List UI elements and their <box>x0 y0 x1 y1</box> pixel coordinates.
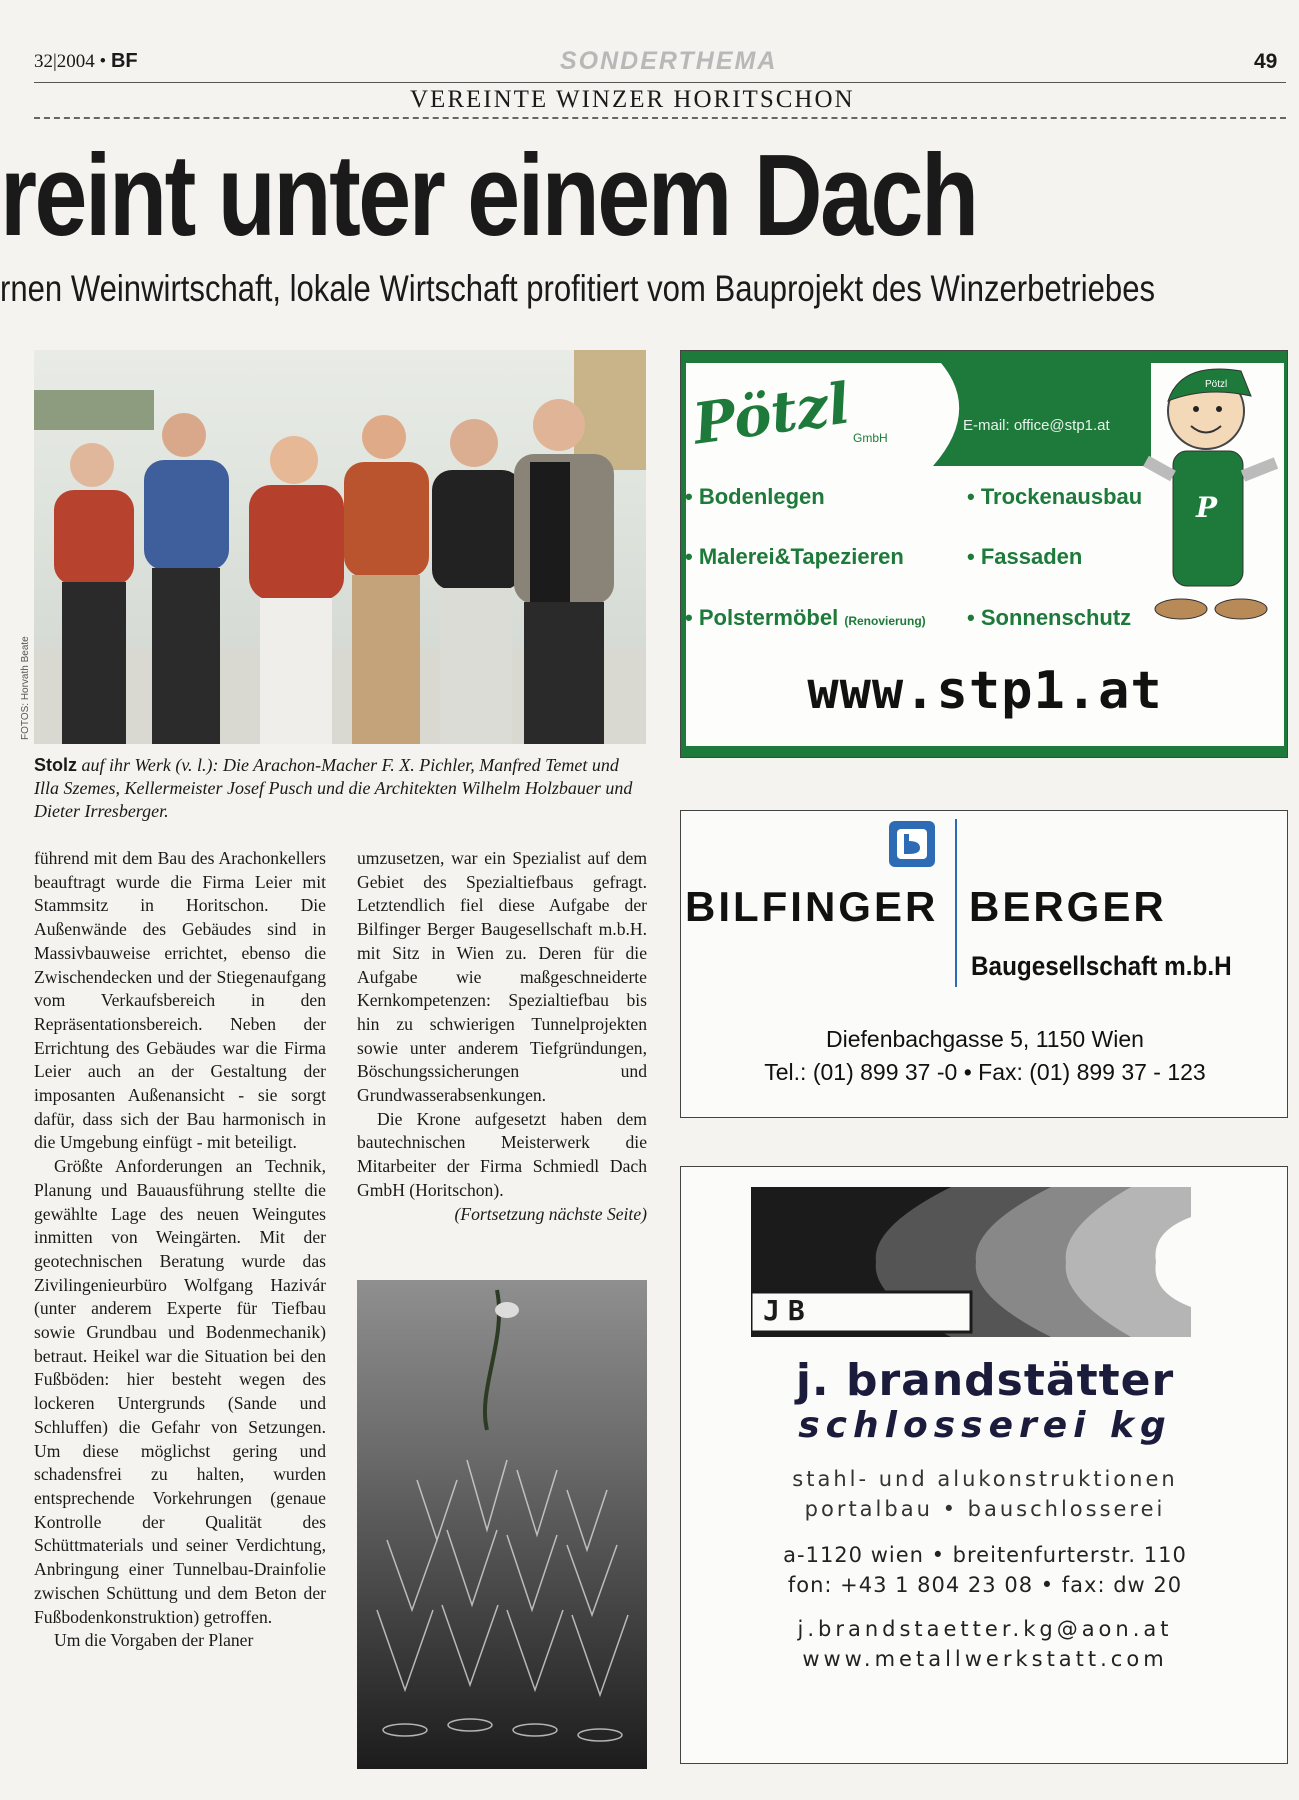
header-rule <box>34 82 1286 83</box>
services-line2: portalbau • bauschlosserei <box>804 1497 1166 1521</box>
service-item: • Bodenlegen <box>685 484 825 509</box>
article-column-1 <box>34 847 326 1653</box>
logo-letters: JB <box>763 1294 813 1327</box>
section-subtitle: VEREINTE WINZER HORITSCHON <box>410 86 855 113</box>
service-item: • Polstermöbel (Renovierung) <box>685 605 926 630</box>
mascot-letter: P <box>1196 491 1218 524</box>
ad-brandstaetter <box>680 1166 1288 1764</box>
brandstaetter-logo-icon <box>751 1187 1191 1337</box>
section-label: SONDERTHEMA <box>560 47 778 75</box>
poetzl-logo: Pötzl <box>689 370 854 458</box>
bilfinger-logo-icon <box>889 821 935 867</box>
issue-line <box>34 50 138 73</box>
publication-logo: BF <box>110 50 138 72</box>
company-phone: fon: +43 1 804 23 08 • fax: dw 20 <box>787 1573 1183 1597</box>
poetzl-url: www.stp1.at <box>807 661 1163 721</box>
service-item: • Fassaden <box>967 544 1083 569</box>
paragraph: Größte Anforderungen an Technik, Planung und Bauausführung stellte die gewählte Lage des neuen Weingutes inmitten von Weingärten. Mit der geotechnischen Beratung wurde das Zivilingenieurbüro Wolfgang Hazivár (unter anderem Experte für Tiefbau sowie Grundbau und Bodenmechanik) betraut. Heikel war die Situation bei den Fußböden: hier besteht wegen des lockeren Untergrunds (Sande und Schluffen) die Gefahr von Setzungen. Um diese möglichst gering und schadensfrei zu halten, wurden entsprechende Vorkehrungen (genaue Kontrolle der Qualität des Schüttmaterials und seiner Verdichtung, Anbringung einer Tunnelbau-Drainfolie zwischen Schüttung und dem Beton der Fußbodenkonstruktion) getroffen. <box>34 1156 326 1627</box>
group-photo-illustration <box>34 350 646 744</box>
company-web: www.metallwerkstatt.com <box>802 1647 1168 1671</box>
wine-glasses-illustration <box>357 1280 647 1769</box>
article-column-2 <box>357 847 647 1226</box>
caption-lead: Stolz <box>34 755 77 775</box>
mascot-cap-text: Pötzl <box>1205 379 1228 390</box>
bilfinger-name-right: BERGER <box>969 883 1167 930</box>
company-name-line1: j. brandstätter <box>795 1355 1175 1406</box>
photo-caption <box>34 754 646 823</box>
service-item: • Sonnenschutz <box>967 605 1132 630</box>
service-item: • Malerei&Tapezieren <box>685 544 904 569</box>
paragraph: Um die Vorgaben der Planer <box>54 1630 254 1651</box>
company-address: a-1120 wien • breitenfurterstr. 110 <box>783 1543 1187 1567</box>
ad-poetzl <box>680 350 1288 758</box>
continued-note: (Fortsetzung nächste Seite) <box>454 1203 647 1224</box>
group-photo <box>34 350 646 744</box>
bilfinger-phone: Tel.: (01) 899 37 -0 • Fax: (01) 899 37 - 123 <box>764 1059 1206 1085</box>
bilfinger-name-left: BILFINGER <box>685 883 939 930</box>
paragraph: führend mit dem Bau des Arachonkellers beauftragt wurde die Firma Leier mit Stammsitz in Horitschon. Die Außenwände des Gebäudes sind in Massivbauweise errichtet, ebenso die Zwischendecken und der Stiegenaufgang vom Verkaufsbereich in den Repräsentationsbereich. Neben der Errichtung des Gebäudes war die Firma Leier auch an der Gestaltung der imposanten Außenansicht - sie sorgt dafür, dass sich der Bau harmonisch in die Umgebung einfügt - mit beteiligt. <box>34 848 326 1153</box>
subheadline: rnen Weinwirtschaft, lokale Wirtschaft profitiert vom Bauprojekt des Winzerbetriebes <box>0 268 1156 309</box>
photo-credit: FOTOS: Horvath Beate <box>20 636 31 740</box>
caption-text: auf ihr Werk (v. l.): Die Arachon-Macher F. X. Pichler, Manfred Temet und Illa Szemes, Kellermeister Josef Pusch und die Architekten Wilhelm Holzbauer und Dieter Irresberger. <box>34 755 633 821</box>
paragraph: umzusetzen, war ein Spezialist auf dem Gebiet des Spezialtiefbaus gefragt. Letztendlich fiel diese Aufgabe der Bilfinger Berger Baugesellschaft m.b.H. mit Sitz in Wien zu. Deren für die Aufgabe wie maßgeschneiderte Kernkompetenzen: Spezialtiefbau bis hin zu schwierigen Tunnelprojekten sowie unter anderem Tiefgründungen, Böschungssicherungen und Grundwasserabsenkungen. <box>357 848 647 1106</box>
poetzl-email: E-mail: office@stp1.at <box>963 417 1110 434</box>
bilfinger-address: Diefenbachgasse 5, 1150 Wien <box>826 1026 1144 1052</box>
bilfinger-tagline: Baugesellschaft m.b.H <box>971 951 1232 981</box>
paragraph: Die Krone aufgesetzt haben dem bautechnischen Meisterwerk die Mitarbeiter der Firma Schmiedl Dach GmbH (Horitschon). <box>357 1108 647 1200</box>
issue-number: 32|2004 • <box>34 51 107 72</box>
company-name-line2: schlosserei kg <box>798 1405 1172 1446</box>
logo-divider <box>955 819 957 987</box>
services-line1: stahl- und alukonstruktionen <box>792 1467 1178 1491</box>
wine-glasses-photo <box>357 1280 647 1769</box>
company-email: j.brandstaetter.kg@aon.at <box>797 1617 1173 1641</box>
ad-bilfinger-berger <box>680 810 1288 1118</box>
service-item: • Trockenausbau <box>967 484 1143 509</box>
page-number: 49 <box>1254 50 1278 73</box>
poetzl-suffix: GmbH <box>853 431 888 445</box>
dashed-divider <box>34 117 1286 119</box>
headline: reint unter einem Dach <box>0 130 977 260</box>
